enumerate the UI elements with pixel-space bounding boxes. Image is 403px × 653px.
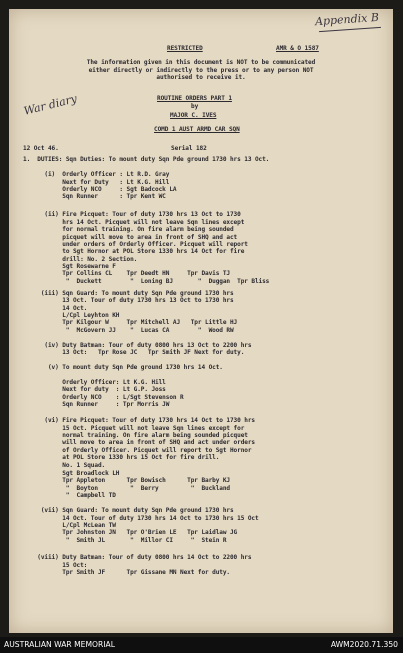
order-line: " Smith JL " Millor CI " Stein R <box>23 537 227 544</box>
archive-name: AUSTRALIAN WAR MEMORIAL <box>4 640 115 649</box>
order-line: Sqn Runner : Tpr Morris JW <box>23 401 170 408</box>
order-line: Next for Duty : Lt K.G. Hill <box>23 179 170 186</box>
security-warning-line-3: authorised to receive it. <box>156 74 246 81</box>
document-title: ROUTINE ORDERS PART 1 <box>157 95 232 102</box>
order-line: (viii) Duty Batman: Tour of duty 0800 hrs 14 Oct to 2200 hrs <box>23 554 252 561</box>
document-reference: AMR & O 1587 <box>276 45 319 52</box>
order-line: Sqn Runner : Tpr Kent WC <box>23 193 166 200</box>
order-line: to Sgt Hornor at POL Store 1330 hrs 14 Oct for fire <box>23 248 245 255</box>
war-diary-annotation: War diary <box>22 92 79 118</box>
security-warning-line-2: either directly or indirectly to the press or to any person NOT <box>88 66 314 74</box>
order-line: normal training. On fire alarm being sounded picquet <box>23 432 248 439</box>
order-line: Tpr Johnston JN Tpr O'Brien LE Tpr Laidlaw JG <box>23 529 238 536</box>
order-line: drill: No. 2 Section. <box>23 256 138 263</box>
order-line: under orders of Orderly Officer. Picquet will report <box>23 241 248 248</box>
accession-number: AWM2020.71.350 <box>330 640 398 649</box>
order-line: (iv) Duty Batman: Tour of duty 0800 hrs 13 Oct to 2200 hrs <box>23 342 252 349</box>
author-name: MAJOR C. IVES <box>170 111 217 119</box>
security-warning-line-1: The information given in this document is NOT to be communicated <box>86 59 316 66</box>
order-line: Sgt Broadlock LH <box>23 470 120 477</box>
order-line: Orderly Officer: Lt K.G. Hill <box>23 379 166 386</box>
order-line: (vii) Sqn Guard: To mount duty Sqn Pde ground 1730 hrs <box>23 507 234 514</box>
order-line: Tpr Collins CL Tpr Deedt HN Tpr Davis TJ <box>23 270 230 277</box>
order-line: 13 Oct: Tpr Rose JC Tpr Smith JF Next for duty. <box>23 349 245 356</box>
by-line: by <box>191 103 199 110</box>
order-line: No. 1 Squad. <box>23 462 106 469</box>
serial-number: Serial 182 <box>171 144 207 152</box>
order-line: at POL Store 1330 hrs 15 Oct for fire drill. <box>23 454 220 461</box>
order-line: picquet will move to area in front of SHQ and act <box>23 234 238 241</box>
order-line: " McGovern JJ " Lucas CA " Wood RW <box>23 327 234 334</box>
order-line: L/Cpl Leyhton KH <box>23 312 120 319</box>
order-line: 1. DUTIES: Sqn Duties: To mount duty Sqn Pde ground 1730 hrs 13 Oct. <box>23 156 270 163</box>
order-line: (ii) Fire Picquet: Tour of duty 1730 hrs 13 Oct to 1730 <box>23 211 241 218</box>
order-line: of Orderly Officer. Picquet will report to Sgt Hornor <box>23 447 252 454</box>
order-line: 14 Oct. <box>23 305 88 312</box>
order-line: hrs 14 Oct. Picquet will not leave Sqn lines except <box>23 219 245 226</box>
appendix-annotation: Appendix B <box>314 10 380 29</box>
order-line: (vi) Fire Picquet: Tour of duty 1730 hrs 14 Oct to 1730 hrs <box>23 417 255 424</box>
order-line: Tpr Smith JF Tpr Gissane MN Next for duty. <box>23 569 230 576</box>
order-line: Orderly NCO : Sgt Badcock LA <box>23 186 177 193</box>
order-line: Sgt Rosewarne F <box>23 263 116 270</box>
order-line: " Campbell TD <box>23 492 116 499</box>
order-line: Tpr Kilgour W Tpr Mitchell AJ Tpr Little HJ <box>23 319 238 326</box>
order-line: 15 Oct: <box>23 562 88 569</box>
unit-name: COMD 1 AUST ARMD CAR SQN <box>154 126 240 133</box>
order-line: Next for duty : Lt G.P. Joss <box>23 386 166 393</box>
document-date: 12 Oct 46. <box>23 144 59 152</box>
order-line: for normal training. On fire alarm being sounded <box>23 226 234 233</box>
order-line: (i) Orderly Officer : Lt R.D. Gray <box>23 171 170 178</box>
order-line: " Boyton " Berry " Buckland <box>23 485 230 492</box>
document-page <box>9 9 393 633</box>
archive-footer <box>0 637 403 653</box>
order-line: will move to area in front of SHQ and act under orders <box>23 439 255 446</box>
order-line: Tpr Appleton Tpr Bowisch Tpr Barby KJ <box>23 477 230 484</box>
restricted-heading: RESTRICTED <box>167 45 203 52</box>
order-line: 15 Oct. Picquet will not leave Sqn lines except for <box>23 425 245 432</box>
order-line: Orderly NCO : L/Sgt Stevenson R <box>23 394 184 401</box>
order-line: 14 Oct. Tour of duty 1730 hrs 14 Oct to 1730 hrs 15 Oct <box>23 515 259 522</box>
order-line: " Duckett " Loning BJ " Duggan Tpr Bliss <box>23 278 270 285</box>
order-line: (iii) Sqn Guard: To mount duty Sqn Pde ground 1730 hrs <box>23 290 234 297</box>
appendix-underline <box>319 27 381 32</box>
order-line: 13 Oct. Tour of duty 1730 hrs 13 Oct to 1730 hrs <box>23 297 234 304</box>
order-line: (v) To mount duty Sqn Pde ground 1730 hrs 14 Oct. <box>23 364 223 371</box>
order-line: L/Cpl McLean TW <box>23 522 116 529</box>
